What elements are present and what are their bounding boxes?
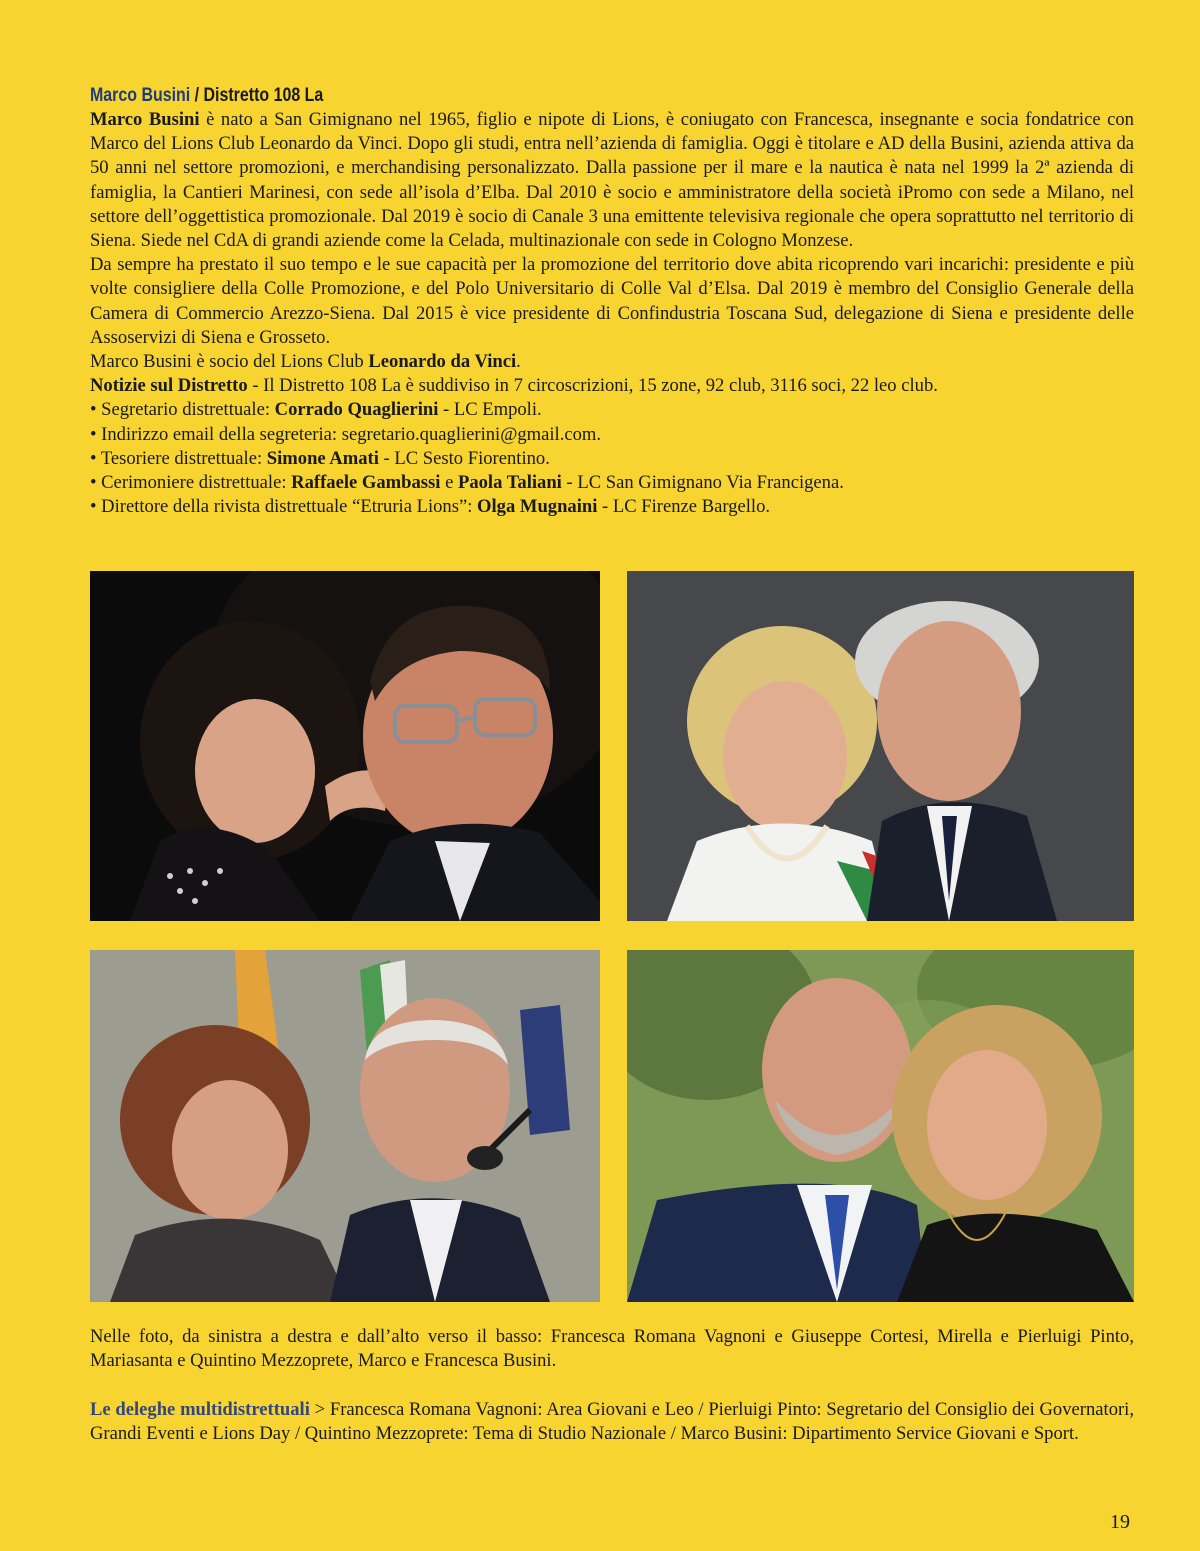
- heading-district: Distretto 108 La: [203, 85, 324, 106]
- heading-separator: /: [190, 85, 204, 106]
- delegations-paragraph: [90, 1398, 1134, 1446]
- photo-vagnoni-cortesi: [90, 571, 600, 921]
- bio-club-name: Leonardo da Vinci: [368, 351, 517, 373]
- treasurer-label: • Tesoriere distrettuale:: [90, 447, 267, 469]
- ceremony-label: • Cerimoniere distrettuale:: [90, 472, 292, 494]
- bio-paragraph-1: [90, 108, 1134, 253]
- bio-text-1: è nato a San Gimignano nel 1965, figlio e nipote di Lions, è coniugato con Francesca, insegnante e socia fondatrice con Marco del Lions Club Leonardo da Vinci. Dopo gli studi, entra nell’azienda di famiglia. Oggi è titolare e AD della Busini, azienda attiva da 50 anni nel settore promozioni, e merchandising personalizzato. Dalla passione per il mare e la nautica è nata nel 1999 la 2ª azienda di famiglia, la Cantieri Marinesi, con sede all’isola d’Elba. Dal 2010 è socio e amministratore della società iPromo con sede a Milano, nel settore dell’oggettistica promozionale. Dal 2019 è socio di Canale 3 una emittente televisiva regionale che opera soprattutto nel territorio di Siena. Siede nel CdA di grandi aziende come la Celada, multinazionale con sede in Cologno Monzese.: [90, 109, 1134, 252]
- district-news-label: Notizie sul Distretto: [90, 375, 248, 397]
- district-news: [90, 374, 1134, 398]
- list-item-treasurer: [90, 447, 1134, 471]
- article-heading: [90, 84, 967, 108]
- district-news-text: - Il Distretto 108 La è suddiviso in 7 circoscrizioni, 15 zone, 92 club, 3116 soci, 22 leo club.: [247, 375, 938, 397]
- ceremony-name-1: Raffaele Gambassi: [291, 472, 441, 494]
- bio-paragraph-2: Da sempre ha prestato il suo tempo e le sue capacità per la promozione del territorio dove abita ricoprendo vari incarichi: presidente e più volte consigliere della Colle Promozione, e del Polo Universitario di Colle Val d’Elsa. Dal 2019 è membro del Consiglio Generale della Camera di Commercio Arezzo-Siena. Dal 2015 è vice presidente di Confindustria Toscana Sud, delegazione di Siena e presidente delle Assoservizi di Siena e Grosseto.: [90, 254, 1134, 348]
- photo-mezzoprete: [90, 950, 600, 1302]
- secretary-label: • Segretario distrettuale:: [90, 399, 275, 421]
- ceremony-name-2: Paola Taliani: [457, 472, 562, 494]
- photo-caption: Nelle foto, da sinistra a destra e dall’alto verso il basso: Francesca Romana Vagnoni e Giuseppe Cortesi, Mirella e Pierluigi Pinto, Mariasanta e Quintino Mezzoprete, Marco e Francesca Busini.: [90, 1326, 1134, 1372]
- heading-name: Marco Busini: [90, 85, 191, 106]
- page-number: 19: [1110, 1511, 1130, 1533]
- delegations-text: > Francesca Romana Vagnoni: Area Giovani e Leo / Pierluigi Pinto: Segretario del Consiglio dei Governatori, Grandi Eventi e Lions Day / Quintino Mezzoprete: Tema di Studio Nazionale / Marco Busini: Dipartimento Service Giovani e Sport.: [90, 1399, 1134, 1445]
- delegations-lead: Le deleghe multidistrettuali: [90, 1399, 310, 1420]
- secretary-name: Corrado Quaglierini: [274, 399, 439, 421]
- treasurer-name: Simone Amati: [266, 447, 379, 469]
- director-label: • Direttore della rivista distrettuale “Etruria Lions”:: [90, 496, 478, 518]
- article-body: [90, 84, 1134, 519]
- treasurer-club: - LC Sesto Fiorentino.: [378, 447, 550, 469]
- director-name: Olga Mugnaini: [477, 496, 598, 518]
- secretary-club: - LC Empoli.: [438, 399, 542, 421]
- photo-pinto: [627, 571, 1134, 921]
- list-item-email: • Indirizzo email della segreteria: segretario.quaglierini@gmail.com.: [90, 423, 602, 445]
- bio-club-prefix: Marco Busini è socio del Lions Club: [90, 351, 369, 373]
- ceremony-club: - LC San Gimignano Via Francigena.: [561, 472, 844, 494]
- officers-list: [90, 398, 1134, 519]
- list-item-director: [90, 495, 1134, 519]
- bio-paragraph-3: [90, 350, 1134, 374]
- list-item-secretary: [90, 398, 1134, 422]
- director-club: - LC Firenze Bargello.: [597, 496, 771, 518]
- list-item-ceremony: [90, 471, 1134, 495]
- ceremony-and: e: [440, 472, 458, 494]
- bio-name: Marco Busini: [90, 109, 200, 130]
- photo-busini: [627, 950, 1134, 1302]
- bio-club-suffix: .: [516, 351, 521, 373]
